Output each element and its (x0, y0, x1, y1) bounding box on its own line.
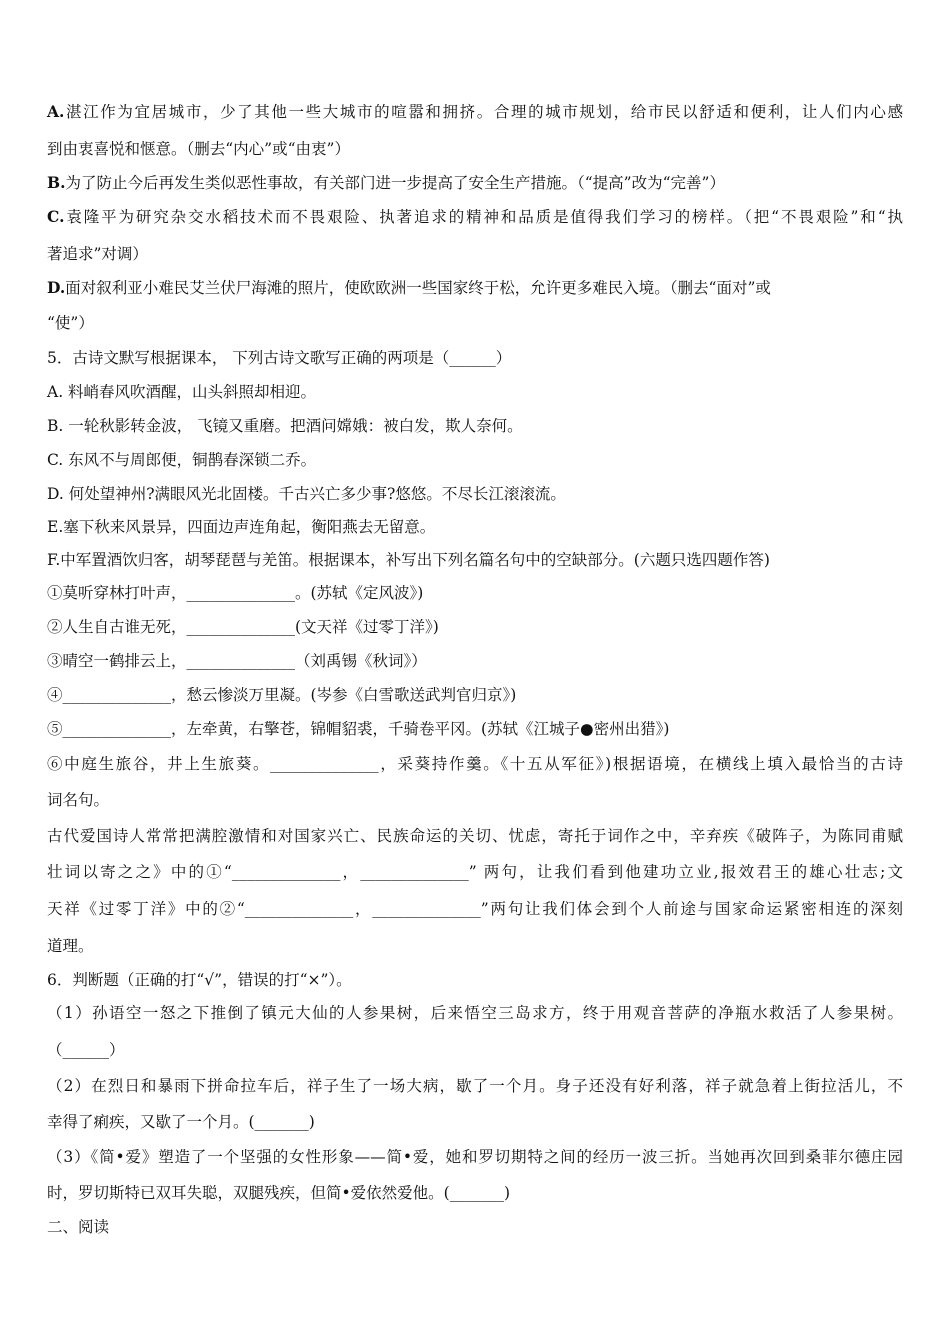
context-paragraph-line-3: 天祥《过零丁洋》中的②“______________，______________”两句让我们体会到个人前途与国家命运紧密相连的深刻 (47, 900, 903, 918)
fill-item-2: ②人生自古谁无死，______________(文天祥《过零丁洋》) (47, 618, 439, 636)
q6-item-1-line-1: （1）孙语空一怒之下推倒了镇元大仙的人参果树，后来悟空三岛求方，终于用观音菩萨的净瓶水救活了人参果树。 (47, 1004, 903, 1022)
option-a-line-2: 到由衷喜悦和惬意。（删去“内心”或“由衷”） (47, 140, 350, 158)
context-paragraph-line-4: 道理。 (47, 937, 94, 955)
option-c-line-2: 著追求”对调） (47, 245, 148, 263)
option-b-label: B. (47, 173, 66, 192)
fill-item-3: ③晴空一鹤排云上，______________（刘禹锡《秋词》） (47, 652, 427, 670)
option-d-label: D. (47, 278, 66, 297)
option-a-text: 湛江作为宜居城市，少了其他一些大城市的喧嚣和拥挤。合理的城市规划，给市民以舒适和便利，让人们内心感 (64, 103, 903, 121)
q6-item-3-line-2: 时，罗切斯特已双耳失聪，双腿残疾，但简•爱依然爱他。(_______) (47, 1184, 510, 1202)
context-paragraph-line-2: 壮词以寄之之》中的①“______________，______________” 两句，让我们看到他建功立业,报效君王的雄心壮志;文 (47, 863, 903, 881)
fill-item-6-line-1: ⑥中庭生旅谷，井上生旅葵。______________，采葵持作羹。《十五从军征》)根据语境，在横线上填入最恰当的古诗 (47, 755, 903, 773)
q6-item-1-line-2: （______） (47, 1041, 125, 1059)
q6-item-2-line-2: 幸得了痢疾，又歇了一个月。(_______) (47, 1113, 315, 1131)
fill-item-5: ⑤______________，左牵黄，右擎苍，锦帽貂裘，千骑卷平冈。(苏轼《江城子●密州出猎》) (47, 720, 670, 738)
option-d-text: 面对叙利亚小难民艾兰伏尸海滩的照片，使欧欧洲一些国家终于松，允许更多难民入境。（删去“面对”或 (65, 279, 771, 297)
fill-item-4: ④______________，愁云惨淡万里凝。(岑参《白雪歌送武判官归京》) (47, 686, 517, 704)
question-6-title: 6．判断题（正确的打“√”，错误的打“×”）。 (47, 971, 352, 989)
section-heading-reading: 二、阅读 (47, 1218, 110, 1236)
option-b-line (47, 173, 725, 193)
q5-option-d: D. 何处望神州?满眼风光北固楼。千古兴亡多少事?悠悠。不尽长江滚滚流。 (47, 485, 566, 503)
option-b-text: 为了防止今后再发生类似恶性事故，有关部门进一步提高了安全生产措施。（“提高”改为“完善”） (65, 174, 725, 192)
context-paragraph-line-1: 古代爱国诗人常常把满腔激情和对国家兴亡、民族命运的关切、忧虑，寄托于词作之中，辛弃疾《破阵子，为陈同甫赋 (47, 827, 903, 845)
option-c-text: 袁隆平为研究杂交水稻技术而不畏艰险、执著追求的精神和品质是值得我们学习的榜样。（把“不畏艰险”和“执 (64, 208, 903, 226)
q6-item-3-line-1: （3）《简•爱》塑造了一个坚强的女性形象——简•爱，她和罗切期特之间的经历一波三折。当她再次回到桑菲尔德庄园 (47, 1148, 903, 1166)
option-c-line-1 (47, 207, 903, 227)
option-d-line-1 (47, 278, 771, 298)
q5-option-f: F.中军置酒饮归客，胡琴琵琶与羌笛。根据课本，补写出下列名篇名句中的空缺部分。(六题只选四题作答) (47, 551, 770, 569)
option-a-label: A. (47, 102, 65, 121)
fill-item-6-line-2: 词名句。 (47, 791, 110, 809)
q5-option-e: E.塞下秋来风景异，四面边声连角起，衡阳燕去无留意。 (47, 518, 436, 536)
q5-option-c: C. 东风不与周郎便，铜鹊春深锁二乔。 (47, 451, 317, 469)
fill-item-1: ①莫听穿林打叶声，______________。(苏轼《定风波》) (47, 584, 424, 602)
q5-option-a: A. 料峭春风吹酒醒，山头斜照却相迎。 (47, 383, 317, 401)
q5-option-b: B. 一轮秋影转金波， 飞镜又重磨。把酒问嫦娥：被白发，欺人奈何。 (47, 417, 523, 435)
option-d-line-2: “使”） (47, 314, 94, 332)
option-c-label: C. (47, 207, 65, 226)
option-a-line-1 (47, 102, 903, 122)
q6-item-2-line-1: （2）在烈日和暴雨下拼命拉车后，祥子生了一场大病，歇了一个月。身子还没有好利落，祥子就急着上街拉活儿，不 (47, 1077, 903, 1095)
question-5-title: 5．古诗文默写根据课本， 下列古诗文歌写正确的两项是（______） (47, 349, 512, 367)
